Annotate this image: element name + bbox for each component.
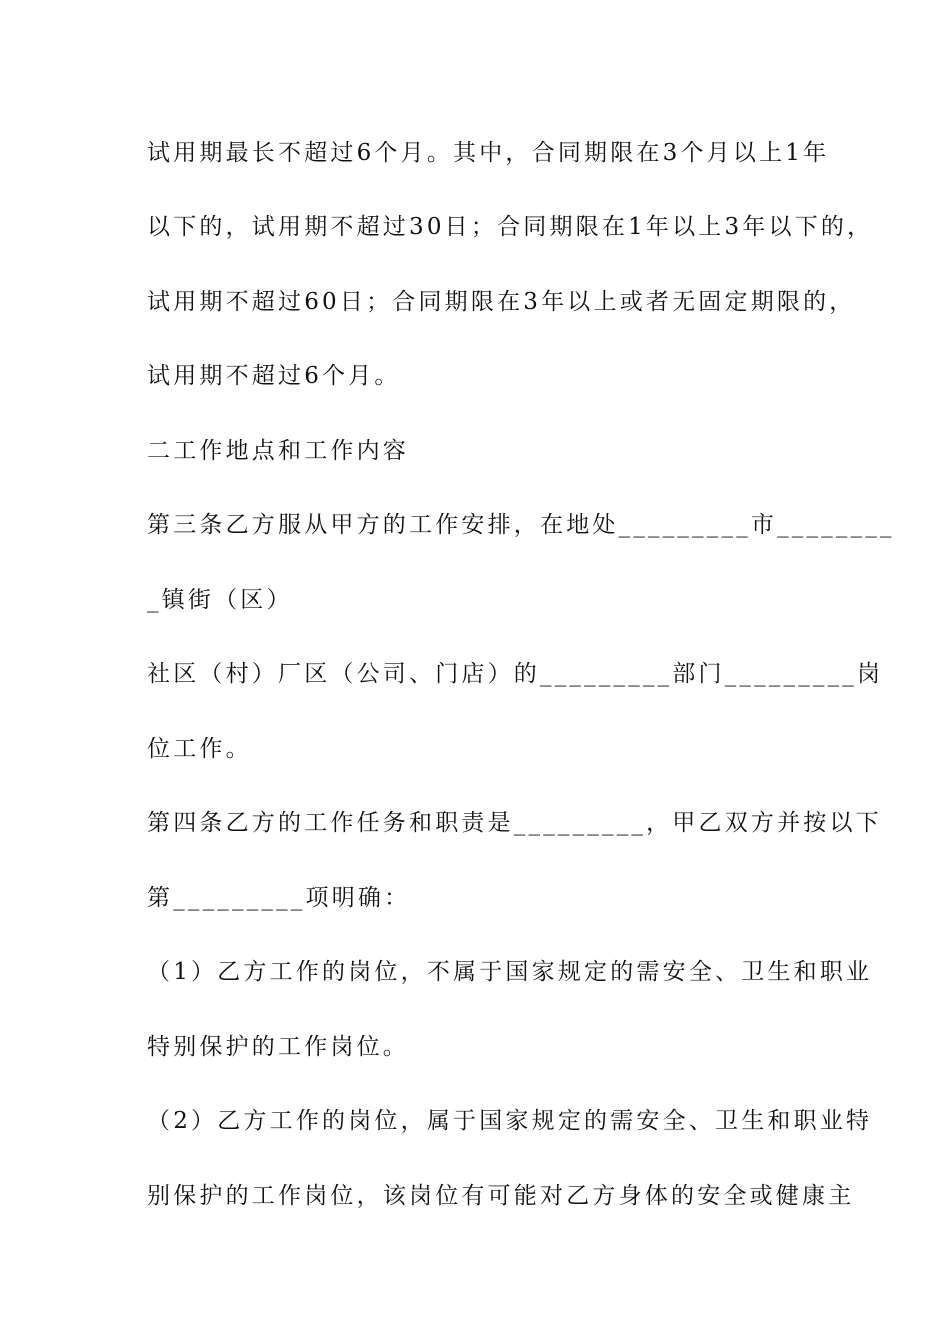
text-line: （1）乙方工作的岗位，不属于国家规定的需安全、卫生和职业 [147, 959, 873, 985]
text-line: 社区（村）厂区（公司、门店）的_________部门_________岗 [147, 661, 884, 687]
section-heading: 二工作地点和工作内容 [147, 438, 409, 464]
text-line: 试用期不超过60日；合同期限在3年以上或者无固定期限的， [147, 289, 856, 315]
text-line: 第四条乙方的工作任务和职责是_________，甲乙双方并按以下 [147, 810, 882, 836]
text-line: 以下的，试用期不超过30日；合同期限在1年以上3年以下的， [147, 214, 874, 240]
text-line: 位工作。 [147, 736, 252, 762]
text-line: 第三条乙方服从甲方的工作安排，在地处_________市________ [147, 512, 895, 538]
text-line: （2）乙方工作的岗位，属于国家规定的需安全、卫生和职业特 [147, 1108, 873, 1134]
text-line: 第_________项明确： [147, 885, 411, 911]
text-line: 特别保护的工作岗位。 [147, 1034, 409, 1060]
text-line: 试用期不超过6个月。 [147, 363, 401, 389]
text-line: 别保护的工作岗位，该岗位有可能对乙方身体的安全或健康主 [147, 1183, 855, 1209]
text-line: 试用期最长不超过6个月。其中，合同期限在3个月以上1年 [147, 140, 830, 166]
text-line: _镇街（区） [147, 587, 293, 613]
